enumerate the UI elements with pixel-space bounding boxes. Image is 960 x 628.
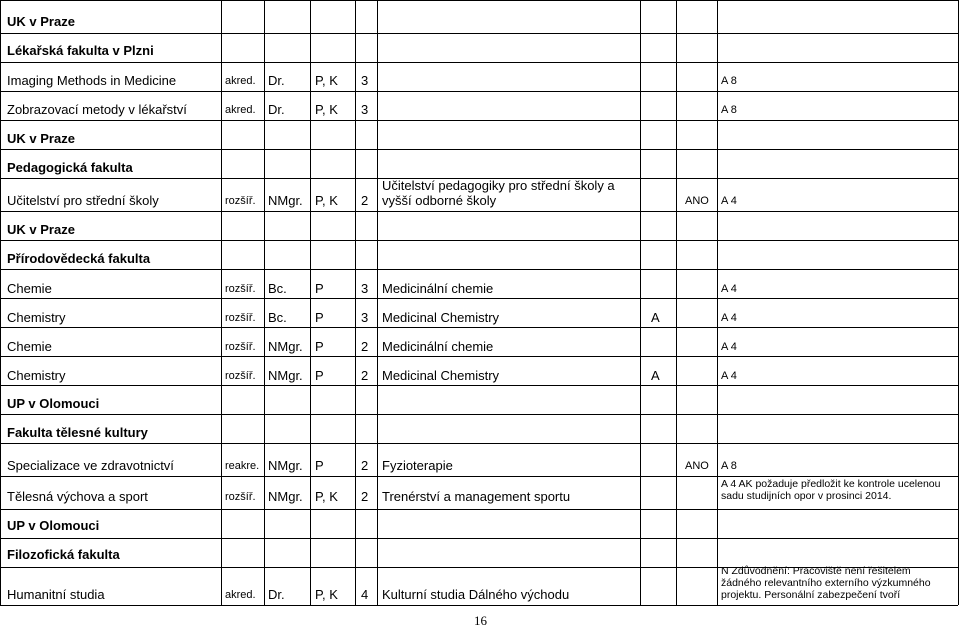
row-divider [0, 538, 958, 539]
institution-label: UP v Olomouci [7, 518, 100, 533]
col-divider [377, 0, 378, 605]
row-divider [0, 356, 958, 357]
degree: NMgr. [268, 489, 303, 504]
accreditation-type: akred. [225, 104, 256, 116]
study-form: P [315, 339, 324, 354]
col-divider [221, 0, 222, 605]
row-divider [0, 120, 958, 121]
accreditation-type: akred. [225, 75, 256, 87]
row-divider [0, 476, 958, 477]
language-code: A [651, 310, 660, 325]
accreditation-type: rozšíř. [225, 195, 256, 207]
accreditation-type: rozšíř. [225, 491, 256, 503]
degree: Bc. [268, 281, 287, 296]
program-name: Chemie [7, 281, 52, 296]
faculty-label: Pedagogická fakulta [7, 160, 133, 175]
study-years: 3 [361, 281, 369, 296]
study-form: P, K [315, 489, 338, 504]
row-divider [0, 269, 958, 270]
institution-label: UK v Praze [7, 222, 75, 237]
degree: Bc. [268, 310, 287, 325]
study-form: P, K [315, 193, 338, 208]
program-name: Specializace ve zdravotnictví [7, 458, 174, 473]
study-form: P [315, 458, 324, 473]
accreditation-type: rozšíř. [225, 341, 256, 353]
program-name: Tělesná výchova a sport [7, 489, 148, 504]
study-years: 2 [361, 489, 369, 504]
study-form: P, K [315, 73, 338, 88]
grade: A 8 [721, 104, 737, 116]
faculty-label: Filozofická fakulta [7, 547, 120, 562]
language-flag: ANO [685, 195, 709, 207]
row-divider [0, 509, 958, 510]
grade: A 4 [721, 312, 737, 324]
field-of-study: Kulturní studia Dálného východu [382, 587, 570, 602]
col-divider [310, 0, 311, 605]
grade: A 4 [721, 283, 737, 295]
accreditation-type: rozšíř. [225, 312, 256, 324]
col-divider [958, 0, 959, 605]
faculty-label: Lékařská fakulta v Plzni [7, 43, 154, 58]
field-of-study: Učitelství pedagogiky pro střední školy a vyšší odborné školy [382, 178, 615, 208]
row-divider [0, 0, 958, 1]
col-divider [640, 0, 641, 605]
study-form: P [315, 368, 324, 383]
field-of-study: Medicinální chemie [382, 281, 494, 296]
language-code: A [651, 368, 660, 383]
grade: A 4 [721, 341, 737, 353]
grade-note: A 4 AK požaduje předložit ke kontrole ucelenou sadu studijních opor v prosinci 2014. [721, 478, 941, 503]
degree: NMgr. [268, 339, 303, 354]
row-divider [0, 605, 958, 606]
study-years: 3 [361, 102, 369, 117]
program-name: Učitelství pro střední školy [7, 193, 159, 208]
grade: A 8 [721, 460, 737, 472]
program-name: Chemie [7, 339, 52, 354]
program-name: Imaging Methods in Medicine [7, 73, 177, 88]
study-years: 4 [361, 587, 369, 602]
program-name: Chemistry [7, 368, 66, 383]
program-name: Zobrazovací metody v lékařství [7, 102, 187, 117]
row-divider [0, 211, 958, 212]
col-divider [676, 0, 677, 605]
row-divider [0, 327, 958, 328]
field-of-study: Medicinal Chemistry [382, 368, 500, 383]
faculty-label: Přírodovědecká fakulta [7, 251, 151, 266]
grade: A 4 [721, 370, 737, 382]
row-divider [0, 149, 958, 150]
degree: Dr. [268, 102, 285, 117]
grade: A 4 [721, 195, 737, 207]
row-divider [0, 62, 958, 63]
institution-label: UK v Praze [7, 131, 75, 146]
field-of-study: Medicinal Chemistry [382, 310, 500, 325]
degree: NMgr. [268, 368, 303, 383]
col-divider [717, 0, 718, 605]
study-years: 2 [361, 368, 369, 383]
study-years: 2 [361, 339, 369, 354]
accreditation-type: rozšíř. [225, 283, 256, 295]
study-form: P [315, 281, 324, 296]
accreditation-type: reakre. [225, 460, 260, 472]
row-divider [0, 443, 958, 444]
grade-note: N Zdůvodnění: Pracoviště není řešitelem žádného relevantního externího výzkumného projektu. Personální zabezpečení tvoří [721, 565, 931, 602]
row-divider [0, 298, 958, 299]
degree: NMgr. [268, 193, 303, 208]
page-number: 16 [474, 613, 487, 628]
study-form: P, K [315, 102, 338, 117]
study-form: P [315, 310, 324, 325]
study-years: 2 [361, 458, 369, 473]
row-divider [0, 385, 958, 386]
language-flag: ANO [685, 460, 709, 472]
row-divider [0, 91, 958, 92]
program-name: Humanitní studia [7, 587, 105, 602]
study-years: 3 [361, 310, 369, 325]
degree: NMgr. [268, 458, 303, 473]
grade: A 8 [721, 75, 737, 87]
study-form: P, K [315, 587, 338, 602]
col-divider [0, 0, 1, 605]
institution-label: UP v Olomouci [7, 396, 100, 411]
row-divider [0, 33, 958, 34]
col-divider [264, 0, 265, 605]
field-of-study: Medicinální chemie [382, 339, 494, 354]
institution-label: UK v Praze [7, 14, 75, 29]
degree: Dr. [268, 587, 285, 602]
program-name: Chemistry [7, 310, 66, 325]
accreditation-type: rozšíř. [225, 370, 256, 382]
accreditation-type: akred. [225, 589, 256, 601]
study-years: 3 [361, 73, 369, 88]
row-divider [0, 414, 958, 415]
col-divider [355, 0, 356, 605]
row-divider [0, 240, 958, 241]
study-years: 2 [361, 193, 369, 208]
field-of-study: Trenérství a management sportu [382, 489, 571, 504]
degree: Dr. [268, 73, 285, 88]
field-of-study: Fyzioterapie [382, 458, 453, 473]
faculty-label: Fakulta tělesné kultury [7, 425, 148, 440]
